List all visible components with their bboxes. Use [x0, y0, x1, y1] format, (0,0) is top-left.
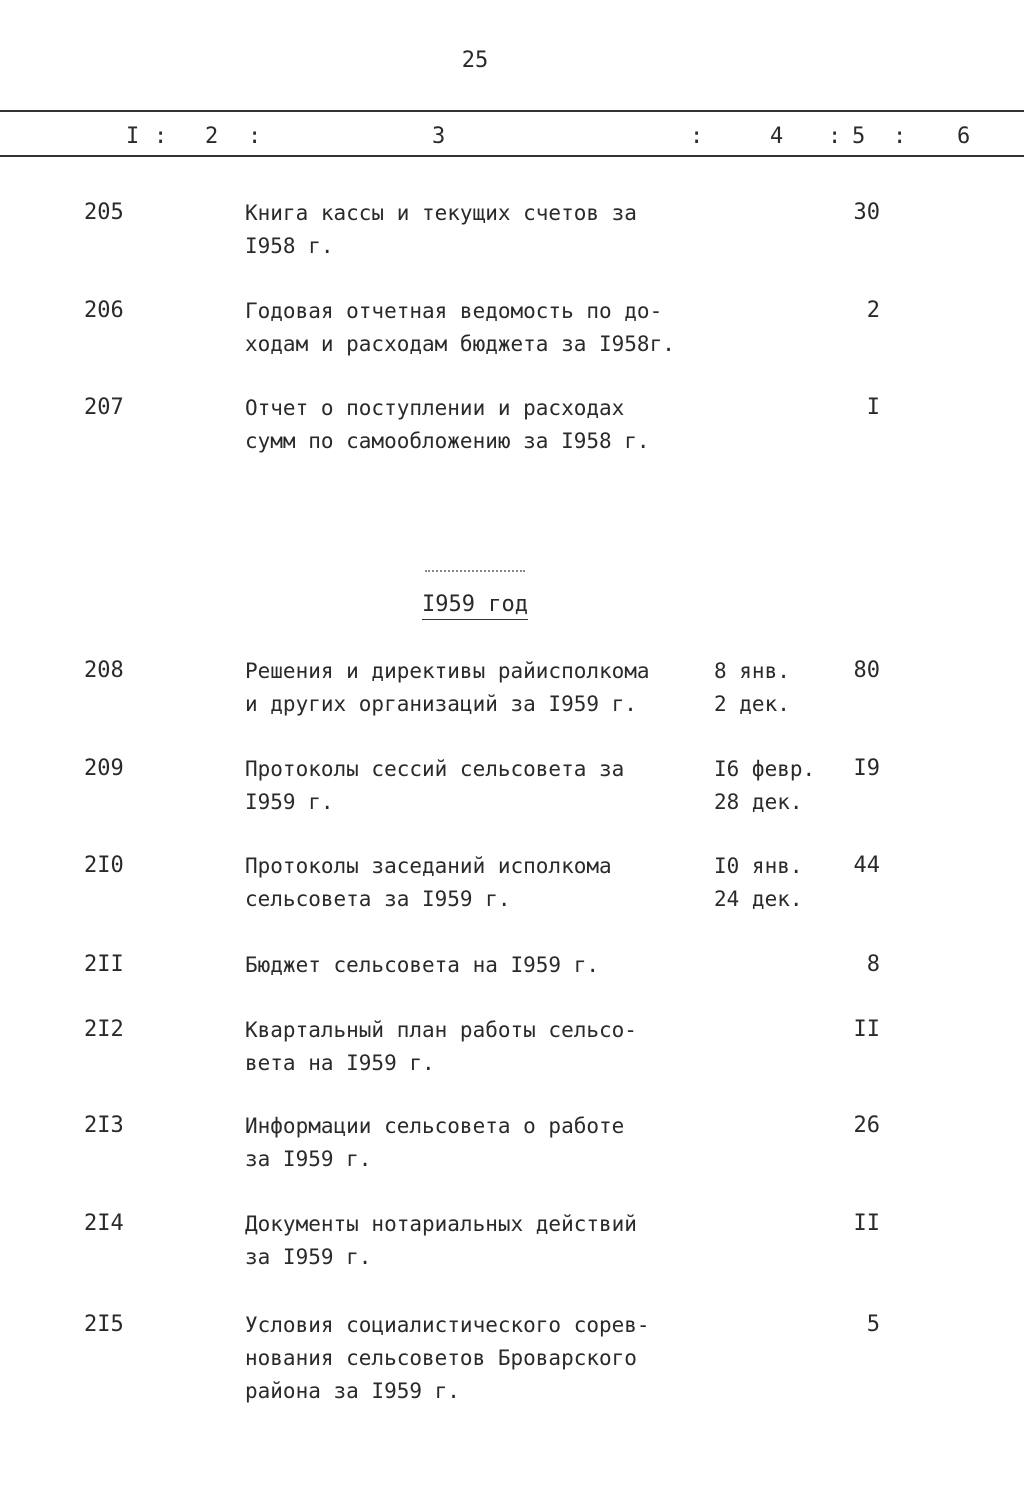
column-separator: : — [893, 124, 907, 149]
entry-number: 2I4 — [84, 1211, 124, 1236]
entry-number: 209 — [84, 756, 124, 781]
column-header-5: 5 — [852, 124, 866, 149]
entry-number: 2I5 — [84, 1312, 124, 1337]
entry-title: Решения и директивы райисполкома и других организаций за I959 г. — [245, 659, 650, 716]
column-separator: : — [828, 124, 842, 149]
column-header-6: 6 — [957, 124, 971, 149]
entry-title: Условия социалистического сорев- нования сельсоветов Броварского района за I959 г. — [245, 1313, 650, 1403]
column-separator: : — [154, 124, 168, 149]
entry-number: 2II — [84, 952, 124, 977]
column-header-3: 3 — [432, 124, 446, 149]
entry-sheet-count: 26 — [853, 1113, 880, 1138]
header-top-rule — [0, 110, 1024, 112]
entry-sheet-count: II — [853, 1211, 880, 1236]
year-heading-text: I959 год — [422, 592, 528, 620]
entry-number: 2I0 — [84, 853, 124, 878]
entry-sheet-count: 30 — [853, 200, 880, 225]
entry-dates: I6 февр. 28 дек. — [714, 757, 816, 814]
entry-title: Отчет о поступлении и расходах сумм по самообложению за I958 г. — [245, 396, 650, 453]
entry-title: Годовая отчетная ведомость по до- ходам и расходам бюджета за I958г. — [245, 299, 675, 356]
entry-title: Квартальный план работы сельсо- вета на I959 г. — [245, 1018, 637, 1075]
entry-number: 2I3 — [84, 1113, 124, 1138]
section-separator — [425, 570, 525, 572]
entry-sheet-count: 8 — [866, 952, 880, 977]
entry-number: 205 — [84, 200, 124, 225]
entry-number: 207 — [84, 395, 124, 420]
entry-sheet-count: I — [866, 395, 880, 420]
entry-title: Бюджет сельсовета на I959 г. — [245, 953, 600, 977]
entry-sheet-count: 80 — [853, 658, 880, 683]
header-bottom-rule — [0, 155, 1024, 157]
entry-dates: I0 янв. 24 дек. — [714, 854, 803, 911]
entry-number: 2I2 — [84, 1017, 124, 1042]
entry-title: Документы нотариальных действий за I959 г. — [245, 1212, 637, 1269]
column-header-1: I — [126, 124, 140, 149]
column-header-4: 4 — [770, 124, 784, 149]
entry-number: 208 — [84, 658, 124, 683]
entry-sheet-count: 5 — [866, 1312, 880, 1337]
entry-title: Книга кассы и текущих счетов за I958 г. — [245, 201, 637, 258]
page-number: 25 — [461, 48, 489, 73]
entry-sheet-count: I9 — [853, 756, 880, 781]
entry-dates: 8 янв. 2 дек. — [714, 659, 790, 716]
column-header-2: 2 — [205, 124, 219, 149]
entry-title: Информации сельсовета о работе за I959 г. — [245, 1114, 625, 1171]
year-heading — [0, 592, 950, 617]
entry-title: Протоколы сессий сельсовета за I959 г. — [245, 757, 625, 814]
entry-sheet-count: 2 — [866, 298, 880, 323]
entry-title: Протоколы заседаний исполкома сельсовета за I959 г. — [245, 854, 612, 911]
column-separator: : — [690, 124, 704, 149]
entry-number: 206 — [84, 298, 124, 323]
entry-sheet-count: 44 — [853, 853, 880, 878]
entry-sheet-count: II — [853, 1017, 880, 1042]
column-separator: : — [248, 124, 262, 149]
